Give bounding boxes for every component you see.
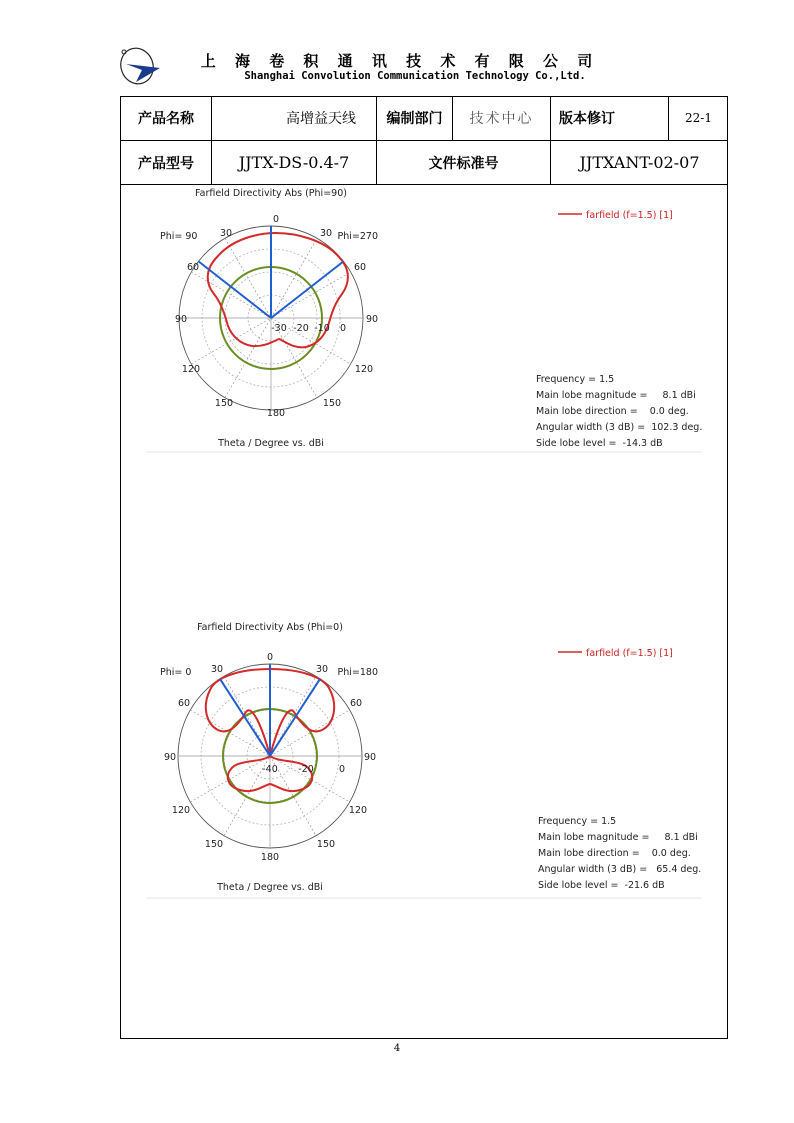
angle-tick-label: 60 (186, 262, 200, 273)
axis-label: Theta / Degree vs. dBi (218, 438, 324, 449)
angle-tick-label: 90 (174, 314, 188, 325)
angle-tick-label: 120 (354, 364, 374, 375)
stat-line: Side lobe level = -21.6 dB (538, 880, 665, 891)
radial-tick-label: -10 (314, 323, 330, 334)
product-name-label: 产品名称 (138, 111, 194, 127)
page-number: 4 (393, 1043, 401, 1054)
radial-tick-label: 0 (338, 764, 346, 775)
angle-tick-label: 60 (177, 698, 191, 709)
angle-tick-label: 150 (316, 839, 336, 850)
angle-tick-label: 120 (181, 364, 201, 375)
angle-tick-label: 150 (204, 839, 224, 850)
revision-label: 版本修订 (559, 111, 615, 127)
legend-label: farfield (f=1.5) [1] (586, 648, 673, 659)
angle-tick-label: 180 (266, 408, 286, 419)
product-name-value: 高增益天线 (286, 111, 356, 127)
beamwidth-line (220, 679, 270, 756)
radial-tick-label: -40 (262, 764, 278, 775)
doc-std-value: JJTXANT-02-07 (579, 153, 700, 172)
plot-title: Farfield Directivity Abs (Phi=90) (195, 188, 347, 199)
stat-line: Frequency = 1.5 (538, 816, 617, 827)
phi-right-label: Phi=270 (337, 231, 378, 242)
revision-value: 22-1 (685, 111, 712, 125)
angle-tick-label: 120 (171, 805, 191, 816)
stat-line: Main lobe magnitude = 8.1 dBi (538, 832, 698, 843)
stat-line: Side lobe level = -14.3 dB (536, 438, 663, 449)
phi-left-label: Phi= 90 (160, 231, 198, 242)
dept-value: 技术中心 (469, 111, 534, 127)
angle-tick-label: 90 (365, 314, 379, 325)
stat-line: Angular width (3 dB) = 65.4 deg. (538, 864, 702, 875)
stat-line: Main lobe direction = 0.0 deg. (536, 406, 689, 417)
radial-tick-label: 0 (339, 323, 347, 334)
angle-tick-label: 30 (210, 664, 224, 675)
company-name-en: Shanghai Convolution Communication Technology Co.,Ltd. (244, 70, 586, 82)
farfield-plot-phi90 (146, 184, 706, 456)
radial-tick-label: -20 (298, 764, 314, 775)
radial-tick-label: -20 (293, 323, 309, 334)
plot-title: Farfield Directivity Abs (Phi=0) (197, 622, 343, 633)
angle-tick-label: 120 (348, 805, 368, 816)
legend-label: farfield (f=1.5) [1] (586, 210, 673, 221)
stat-line: Angular width (3 dB) = 102.3 deg. (536, 422, 703, 433)
farfield-plot-phi0 (146, 618, 706, 902)
stat-line: Main lobe direction = 0.0 deg. (538, 848, 691, 859)
angle-tick-label: 60 (349, 698, 363, 709)
angle-tick-label: 150 (322, 398, 342, 409)
angle-tick-label: 90 (363, 752, 377, 763)
stat-line: Main lobe magnitude = 8.1 dBi (536, 390, 696, 401)
angle-tick-label: 180 (260, 852, 280, 863)
axis-label: Theta / Degree vs. dBi (217, 882, 323, 893)
angle-tick-label: 60 (353, 262, 367, 273)
stat-line: Frequency = 1.5 (536, 374, 615, 385)
angle-tick-label: 90 (163, 752, 177, 763)
angle-tick-label: 150 (214, 398, 234, 409)
beamwidth-line (270, 679, 320, 756)
company-name-cn: 上 海 卷 积 通 讯 技 术 有 限 公 司 (200, 52, 600, 70)
phi-right-label: Phi=180 (337, 667, 378, 678)
angle-tick-label: 30 (319, 228, 333, 239)
dept-label: 编制部门 (386, 111, 443, 127)
angle-tick-label: 0 (266, 652, 274, 663)
angle-tick-label: 30 (315, 664, 329, 675)
phi-left-label: Phi= 0 (160, 667, 192, 678)
model-value: JJTX-DS-0.4-7 (238, 153, 350, 172)
company-logo (116, 42, 162, 88)
model-label: 产品型号 (138, 155, 194, 172)
angle-tick-label: 30 (219, 228, 233, 239)
angle-tick-label: 0 (272, 214, 280, 225)
doc-std-label: 文件标准号 (428, 155, 499, 172)
radial-tick-label: -30 (271, 323, 287, 334)
beamwidth-line (199, 261, 271, 318)
